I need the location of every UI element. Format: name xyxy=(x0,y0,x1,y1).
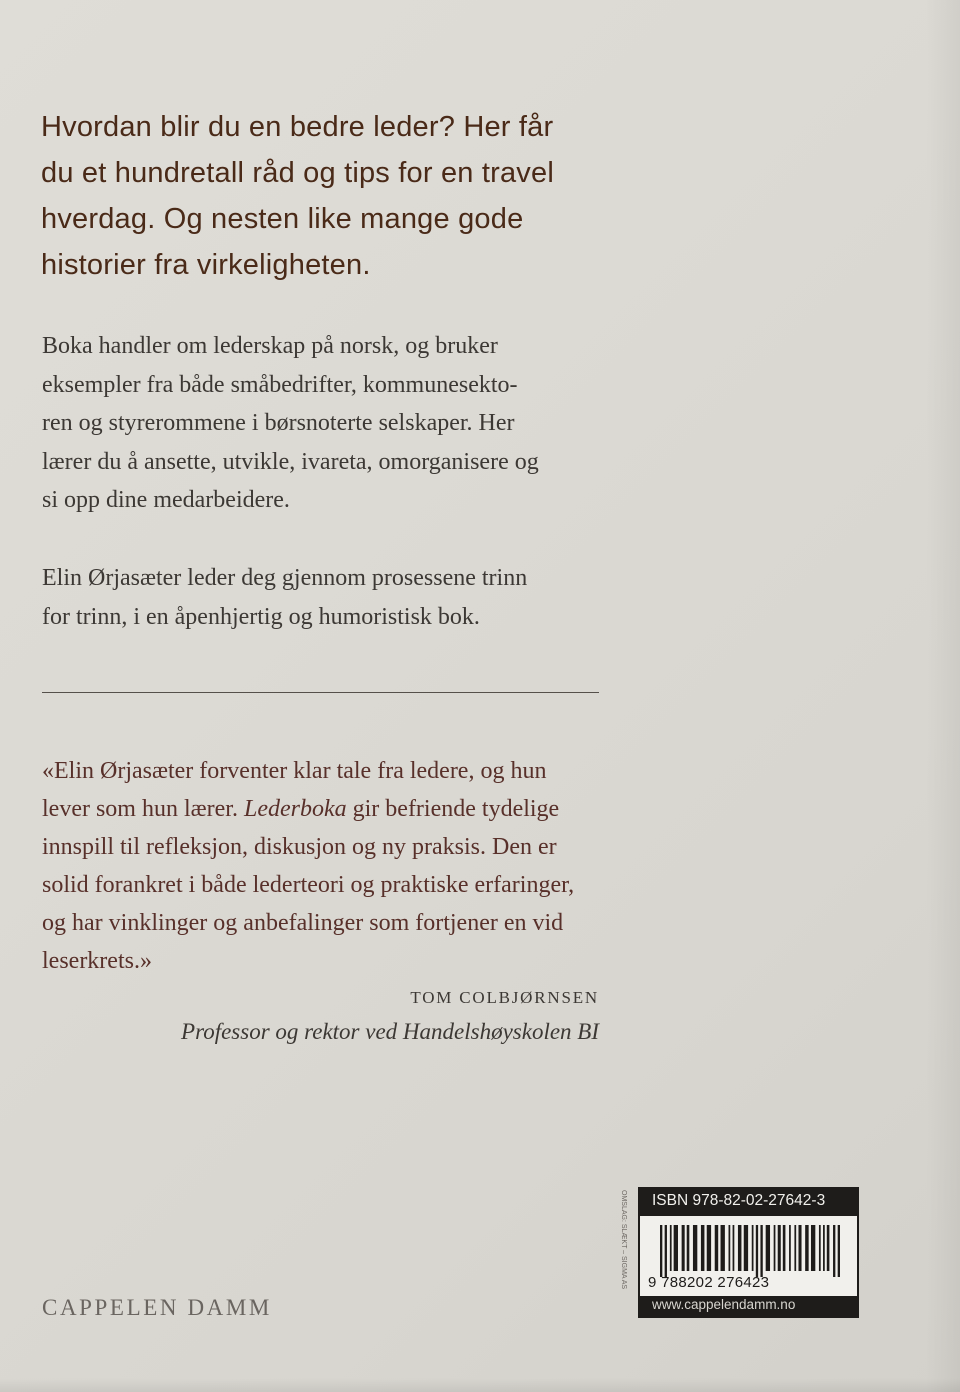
paragraph-line: ren og styrerommene i børsnoterte selskaper. Her xyxy=(42,410,515,437)
author-paragraph xyxy=(42,559,622,636)
cover-credit xyxy=(618,1190,634,1320)
quote-line xyxy=(42,790,622,828)
book-title: Lederboka xyxy=(243,796,347,822)
barcode-bar xyxy=(687,1225,690,1271)
bottom-wear xyxy=(0,1378,960,1392)
barcode-bar xyxy=(838,1225,840,1277)
barcode-bar xyxy=(819,1225,821,1271)
isbn-label: ISBN 978-82-02-27642-3 xyxy=(652,1192,826,1209)
barcode-digits: 9 788202 276423 xyxy=(648,1274,770,1291)
barcode-bar xyxy=(721,1225,725,1271)
barcode-bar xyxy=(811,1225,815,1271)
endorsement-quote xyxy=(42,752,622,980)
barcode-bar xyxy=(752,1225,754,1271)
barcode-bar xyxy=(783,1225,786,1271)
headline-line: du et hundretall råd og tips for en travel xyxy=(41,157,554,189)
barcode-bar xyxy=(674,1225,678,1271)
quote-line: og har vinklinger og anbefalinger som fortjener en vid xyxy=(42,910,564,936)
barcode-bar xyxy=(738,1225,741,1271)
barcode-bar xyxy=(774,1225,776,1271)
barcode-bar xyxy=(701,1225,704,1271)
barcode-bar xyxy=(715,1225,718,1271)
quote-line: leserkrets.» xyxy=(42,948,152,974)
url-band xyxy=(640,1296,857,1316)
paragraph-line: si opp dine medarbeidere. xyxy=(42,487,290,514)
barcode-bar xyxy=(660,1225,662,1277)
barcode-bar xyxy=(744,1225,748,1271)
isbn-barcode xyxy=(638,1187,859,1318)
section-divider xyxy=(42,692,599,693)
headline-line: Hvordan blir du en bedre leder? Her får xyxy=(41,111,554,143)
quote-line: «Elin Ørjasæter forventer klar tale fra ledere, og hun xyxy=(42,758,547,784)
quote-line: innspill til refleksjon, diskusjon og ny praksis. Den er xyxy=(42,834,557,860)
blurb-headline xyxy=(41,104,621,288)
quote-line: solid forankret i både lederteori og praktiske erfaringer, xyxy=(42,872,575,898)
paragraph-line: eksempler fra både småbedrifter, kommunesekto- xyxy=(42,371,518,398)
isbn-band xyxy=(640,1189,857,1216)
barcode-bar xyxy=(789,1225,791,1271)
quote-fragment: lever som hun lærer. xyxy=(42,796,244,822)
paragraph-line: Boka handler om lederskap på norsk, og bruker xyxy=(42,333,498,359)
paragraph-line: for trinn, i en åpenhjertig og humoristisk bok. xyxy=(42,603,480,630)
barcode-bar xyxy=(729,1225,731,1271)
barcode-bar xyxy=(707,1225,711,1271)
headline-line: historier fra virkeligheten. xyxy=(41,249,371,281)
paragraph-line: Elin Ørjasæter leder deg gjennom prosessene trinn xyxy=(42,565,528,591)
quote-author-title: Professor og rektor ved Handelshøyskolen BI xyxy=(181,1019,599,1044)
paragraph-line: lærer du å ansette, utvikle, ivareta, omorganisere og xyxy=(42,448,539,475)
barcode-bar xyxy=(693,1225,697,1271)
barcode-bar xyxy=(670,1225,672,1271)
barcode-bar xyxy=(665,1225,667,1277)
barcode-bar xyxy=(794,1225,796,1271)
barcode-bar xyxy=(823,1225,825,1271)
barcode-bar xyxy=(833,1225,835,1277)
edge-shadow xyxy=(926,0,960,1392)
quote-author-name: TOM COLBJØRNSEN xyxy=(410,988,599,1007)
cover-credit-text: OMSLAG: SLÆKT – SIGMA AS xyxy=(620,1190,627,1290)
headline-line: hverdag. Og nesten like mange gode xyxy=(41,203,524,235)
barcode-bar xyxy=(733,1225,735,1271)
publisher-url: www.cappelendamm.no xyxy=(652,1297,796,1312)
barcode-bar xyxy=(805,1225,808,1271)
barcode-bar xyxy=(778,1225,781,1271)
barcode-bar xyxy=(798,1225,801,1271)
barcode-bar xyxy=(682,1225,685,1271)
barcode-bar xyxy=(756,1225,758,1277)
barcode-bar xyxy=(827,1225,830,1271)
barcode-bar xyxy=(766,1225,770,1271)
description-paragraph xyxy=(42,327,622,520)
quote-fragment: gir befriende tydelige xyxy=(346,796,560,822)
publisher-logo: CAPPELEN DAMM xyxy=(42,1295,272,1320)
barcode-bars xyxy=(660,1225,840,1277)
barcode-bar xyxy=(760,1225,762,1277)
